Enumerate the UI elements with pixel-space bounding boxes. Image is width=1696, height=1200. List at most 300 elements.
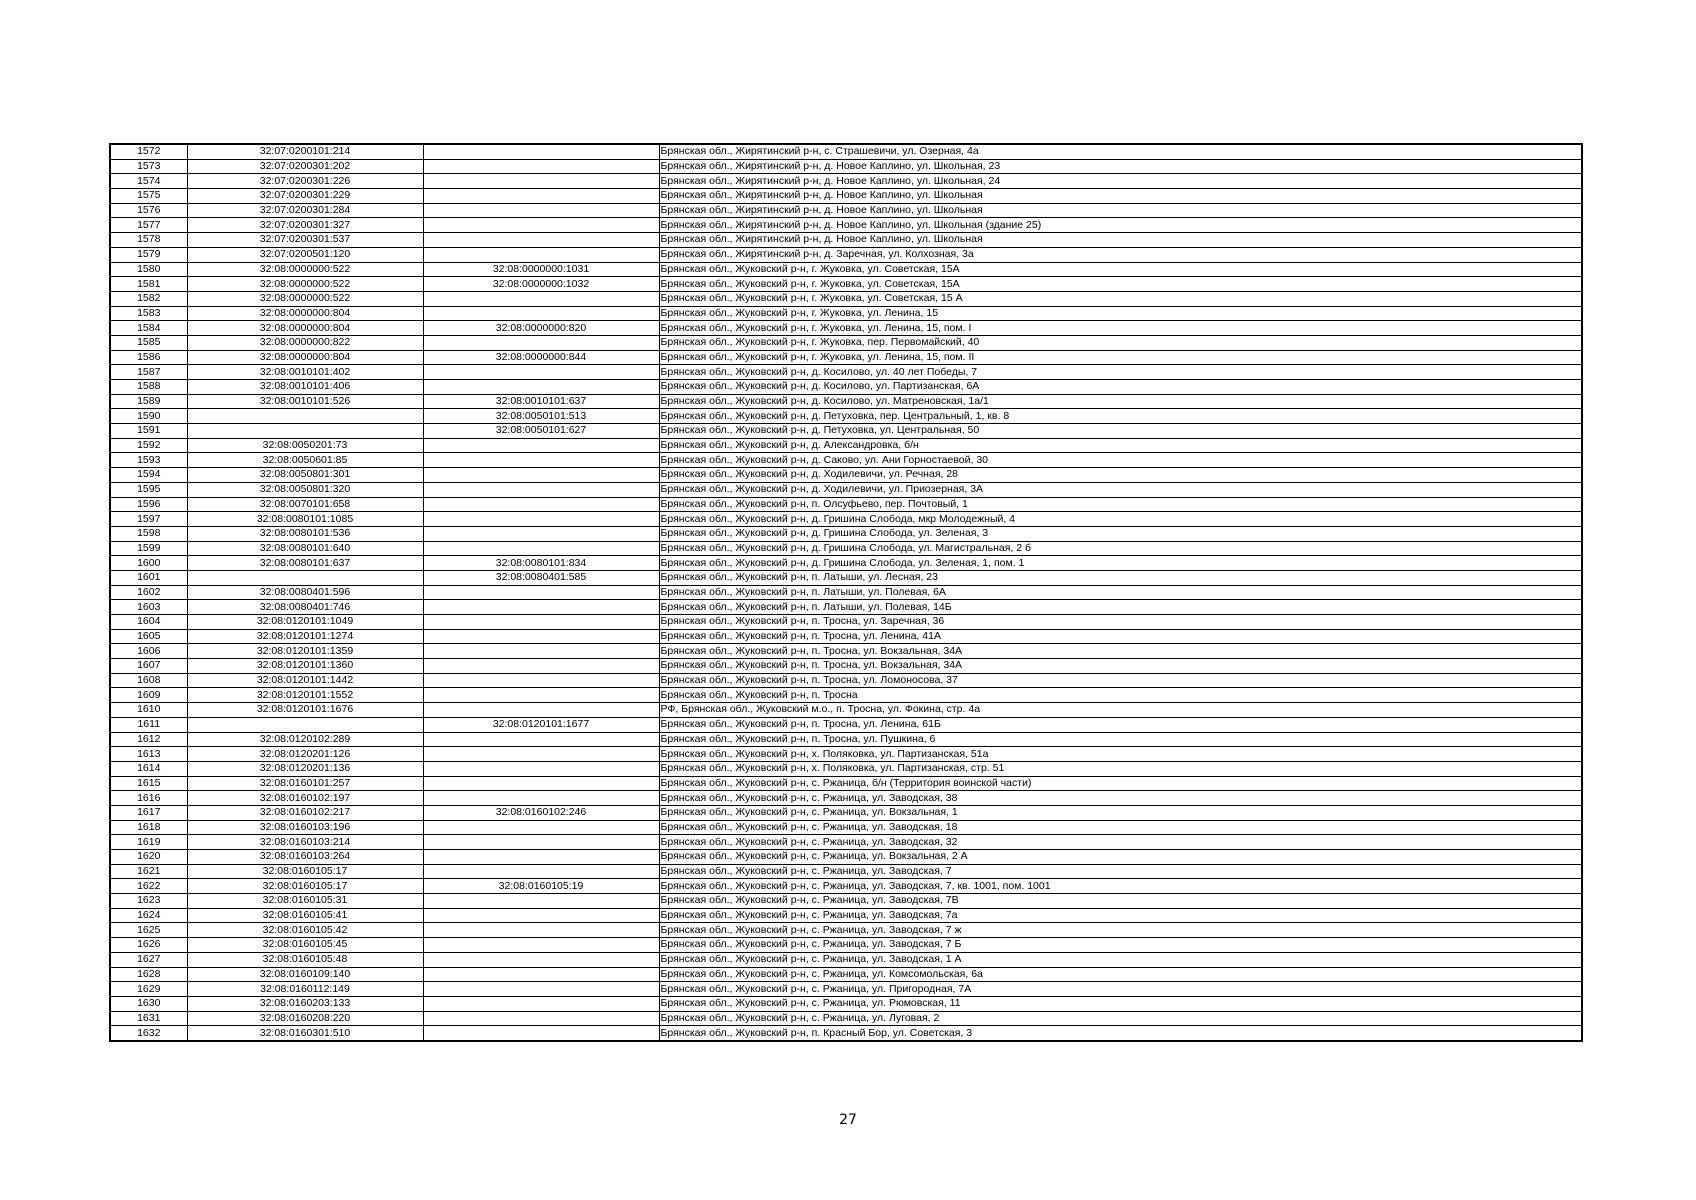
table-row [110, 453, 1582, 468]
table-row [110, 203, 1582, 218]
related-cadastral-number-cell [423, 776, 659, 791]
address-cell: Брянская обл., Жуковский р-н, г. Жуковка, ул. Ленина, 15 [659, 306, 1582, 321]
table-row [110, 262, 1582, 277]
row-number-cell: 1616 [110, 791, 187, 806]
related-cadastral-number-cell [423, 908, 659, 923]
table-row [110, 776, 1582, 791]
related-cadastral-number-cell [423, 659, 659, 674]
cadastral-number-cell: 32:08:0080101:637 [187, 556, 423, 571]
related-cadastral-number-cell [423, 189, 659, 204]
related-cadastral-number-cell [423, 497, 659, 512]
row-number-cell: 1599 [110, 541, 187, 556]
table-row [110, 409, 1582, 424]
row-number-cell: 1606 [110, 644, 187, 659]
address-cell: Брянская обл., Жуковский р-н, д. Косилово, ул. 40 лет Победы, 7 [659, 365, 1582, 380]
cadastral-number-cell: 32:07:0200301:226 [187, 174, 423, 189]
cadastral-number-cell: 32:08:0120201:126 [187, 747, 423, 762]
related-cadastral-number-cell [423, 438, 659, 453]
related-cadastral-number-cell: 32:08:0120101:1677 [423, 717, 659, 732]
related-cadastral-number-cell: 32:08:0000000:844 [423, 350, 659, 365]
cadastral-number-cell: 32:08:0160105:42 [187, 923, 423, 938]
row-number-cell: 1623 [110, 894, 187, 909]
address-cell: Брянская обл., Жуковский р-н, д. Гришина Слобода, ул. Зеленая, 1, пом. 1 [659, 556, 1582, 571]
cadastral-number-cell: 32:08:0120101:1274 [187, 629, 423, 644]
row-number-cell: 1596 [110, 497, 187, 512]
table-row [110, 306, 1582, 321]
row-number-cell: 1584 [110, 321, 187, 336]
related-cadastral-number-cell [423, 820, 659, 835]
row-number-cell: 1629 [110, 982, 187, 997]
related-cadastral-number-cell [423, 688, 659, 703]
table-row [110, 335, 1582, 350]
cadastral-number-cell: 32:08:0120201:136 [187, 761, 423, 776]
related-cadastral-number-cell [423, 468, 659, 483]
address-cell: Брянская обл., Жирятинский р-н, д. Заречная, ул. Колхозная, 3а [659, 247, 1582, 262]
address-cell: Брянская обл., Жуковский р-н, п. Тросна [659, 688, 1582, 703]
row-number-cell: 1595 [110, 482, 187, 497]
row-number-cell: 1610 [110, 703, 187, 718]
table-row [110, 482, 1582, 497]
table-row [110, 835, 1582, 850]
cadastral-number-cell: 32:08:0160102:197 [187, 791, 423, 806]
address-cell: Брянская обл., Жуковский р-н, п. Олсуфьево, пер. Почтовый, 1 [659, 497, 1582, 512]
address-cell: Брянская обл., Жуковский р-н, г. Жуковка, пер. Первомайский, 40 [659, 335, 1582, 350]
address-cell: Брянская обл., Жуковский р-н, с. Ржаница, ул. Заводская, 7 ж [659, 923, 1582, 938]
related-cadastral-number-cell: 32:08:0160105:19 [423, 879, 659, 894]
address-cell: Брянская обл., Жуковский р-н, х. Поляковка, ул. Партизанская, стр. 51 [659, 761, 1582, 776]
cadastral-number-cell: 32:07:0200301:202 [187, 159, 423, 174]
cadastral-number-cell: 32:08:0050801:301 [187, 468, 423, 483]
related-cadastral-number-cell: 32:08:0000000:820 [423, 321, 659, 336]
row-number-cell: 1591 [110, 424, 187, 439]
cadastral-number-cell: 32:08:0080401:596 [187, 585, 423, 600]
row-number-cell: 1597 [110, 512, 187, 527]
row-number-cell: 1628 [110, 967, 187, 982]
row-number-cell: 1618 [110, 820, 187, 835]
cadastral-number-cell: 32:08:0160105:17 [187, 879, 423, 894]
related-cadastral-number-cell [423, 335, 659, 350]
related-cadastral-number-cell [423, 747, 659, 762]
address-cell: Брянская обл., Жуковский р-н, г. Жуковка, ул. Советская, 15А [659, 262, 1582, 277]
related-cadastral-number-cell [423, 864, 659, 879]
cadastral-number-cell: 32:08:0120101:1359 [187, 644, 423, 659]
related-cadastral-number-cell [423, 791, 659, 806]
table-row [110, 820, 1582, 835]
related-cadastral-number-cell [423, 673, 659, 688]
table-row [110, 1026, 1582, 1041]
address-cell: Брянская обл., Жуковский р-н, п. Тросна, ул. Ленина, 41А [659, 629, 1582, 644]
related-cadastral-number-cell [423, 835, 659, 850]
table-row [110, 805, 1582, 820]
table-row [110, 497, 1582, 512]
cadastral-number-cell: 32:08:0160101:257 [187, 776, 423, 791]
row-number-cell: 1605 [110, 629, 187, 644]
row-number-cell: 1578 [110, 233, 187, 248]
cadastral-number-cell: 32:08:0050801:320 [187, 482, 423, 497]
row-number-cell: 1624 [110, 908, 187, 923]
cadastral-number-cell: 32:07:0200301:229 [187, 189, 423, 204]
address-cell: Брянская обл., Жуковский р-н, п. Тросна, ул. Заречная, 36 [659, 615, 1582, 630]
cadastral-number-cell: 32:08:0000000:522 [187, 291, 423, 306]
related-cadastral-number-cell [423, 174, 659, 189]
related-cadastral-number-cell [423, 850, 659, 865]
row-number-cell: 1585 [110, 335, 187, 350]
address-cell: Брянская обл., Жуковский р-н, с. Ржаница, ул. Пригородная, 7А [659, 982, 1582, 997]
address-cell: Брянская обл., Жуковский р-н, с. Ржаница, ул. Заводская, 18 [659, 820, 1582, 835]
cadastral-number-cell: 32:08:0050201:73 [187, 438, 423, 453]
row-number-cell: 1608 [110, 673, 187, 688]
cadastral-number-cell: 32:08:0160102:217 [187, 805, 423, 820]
row-number-cell: 1588 [110, 380, 187, 395]
row-number-cell: 1632 [110, 1026, 187, 1041]
related-cadastral-number-cell [423, 615, 659, 630]
row-number-cell: 1579 [110, 247, 187, 262]
cadastral-number-cell: 32:08:0000000:522 [187, 262, 423, 277]
table-row [110, 982, 1582, 997]
cadastral-number-cell: 32:08:0120101:1676 [187, 703, 423, 718]
row-number-cell: 1603 [110, 600, 187, 615]
address-cell: Брянская обл., Жуковский р-н, г. Жуковка, ул. Ленина, 15, пом. II [659, 350, 1582, 365]
row-number-cell: 1587 [110, 365, 187, 380]
related-cadastral-number-cell [423, 585, 659, 600]
table-row [110, 247, 1582, 262]
cadastral-number-cell [187, 409, 423, 424]
row-number-cell: 1576 [110, 203, 187, 218]
related-cadastral-number-cell [423, 703, 659, 718]
address-cell: Брянская обл., Жуковский р-н, с. Ржаница, ул. Вокзальная, 2 А [659, 850, 1582, 865]
cadastral-number-cell: 32:08:0080401:746 [187, 600, 423, 615]
cadastral-number-cell: 32:08:0050601:85 [187, 453, 423, 468]
table-row [110, 233, 1582, 248]
related-cadastral-number-cell [423, 482, 659, 497]
related-cadastral-number-cell [423, 967, 659, 982]
related-cadastral-number-cell: 32:08:0000000:1031 [423, 262, 659, 277]
row-number-cell: 1573 [110, 159, 187, 174]
cadastral-number-cell: 32:07:0200101:214 [187, 144, 423, 159]
table-row [110, 732, 1582, 747]
table-row [110, 688, 1582, 703]
row-number-cell: 1600 [110, 556, 187, 571]
address-cell: Брянская обл., Жуковский р-н, д. Косилово, ул. Партизанская, 6А [659, 380, 1582, 395]
cadastral-number-cell: 32:08:0120102:289 [187, 732, 423, 747]
address-cell: Брянская обл., Жирятинский р-н, д. Новое Каплино, ул. Школьная [659, 189, 1582, 204]
row-number-cell: 1586 [110, 350, 187, 365]
row-number-cell: 1577 [110, 218, 187, 233]
related-cadastral-number-cell: 32:08:0160102:246 [423, 805, 659, 820]
row-number-cell: 1604 [110, 615, 187, 630]
address-cell: Брянская обл., Жуковский р-н, п. Тросна, ул. Вокзальная, 34А [659, 644, 1582, 659]
address-cell: Брянская обл., Жуковский р-н, с. Ржаница, ул. Комсомольская, 6а [659, 967, 1582, 982]
row-number-cell: 1572 [110, 144, 187, 159]
related-cadastral-number-cell: 32:08:0080101:834 [423, 556, 659, 571]
cadastral-number-cell: 32:08:0120101:1360 [187, 659, 423, 674]
table-row [110, 908, 1582, 923]
address-cell: Брянская обл., Жуковский р-н, с. Ржаница, ул. Луговая, 2 [659, 1011, 1582, 1026]
address-cell: Брянская обл., Жуковский р-н, д. Петуховка, пер. Центральный, 1, кв. 8 [659, 409, 1582, 424]
related-cadastral-number-cell [423, 996, 659, 1011]
address-cell: Брянская обл., Жирятинский р-н, д. Новое Каплино, ул. Школьная, 24 [659, 174, 1582, 189]
table-row [110, 512, 1582, 527]
cadastral-number-cell: 32:08:0010101:402 [187, 365, 423, 380]
table-row [110, 277, 1582, 292]
table-row [110, 291, 1582, 306]
cadastral-number-cell: 32:08:0160105:48 [187, 952, 423, 967]
related-cadastral-number-cell [423, 629, 659, 644]
table-row [110, 350, 1582, 365]
address-cell: Брянская обл., Жуковский р-н, д. Гришина Слобода, ул. Зеленая, 3 [659, 526, 1582, 541]
row-number-cell: 1631 [110, 1011, 187, 1026]
table-row [110, 394, 1582, 409]
related-cadastral-number-cell [423, 541, 659, 556]
related-cadastral-number-cell: 32:08:0000000:1032 [423, 277, 659, 292]
row-number-cell: 1622 [110, 879, 187, 894]
row-number-cell: 1589 [110, 394, 187, 409]
address-cell: Брянская обл., Жуковский р-н, с. Ржаница, ул. Заводская, 7 [659, 864, 1582, 879]
address-cell: Брянская обл., Жуковский р-н, г. Жуковка, ул. Советская, 15 А [659, 291, 1582, 306]
table-row [110, 159, 1582, 174]
table-row [110, 894, 1582, 909]
table-row [110, 673, 1582, 688]
row-number-cell: 1593 [110, 453, 187, 468]
row-number-cell: 1613 [110, 747, 187, 762]
cadastral-number-cell: 32:08:0010101:406 [187, 380, 423, 395]
table-row [110, 189, 1582, 204]
property-table-body [110, 144, 1582, 1041]
address-cell: Брянская обл., Жуковский р-н, с. Ржаница, ул. Заводская, 7а [659, 908, 1582, 923]
address-cell: Брянская обл., Жирятинский р-н, д. Новое Каплино, ул. Школьная, 23 [659, 159, 1582, 174]
cadastral-number-cell: 32:08:0160112:149 [187, 982, 423, 997]
cadastral-number-cell [187, 570, 423, 585]
row-number-cell: 1574 [110, 174, 187, 189]
address-cell: Брянская обл., Жуковский р-н, п. Латыши, ул. Лесная, 23 [659, 570, 1582, 585]
cadastral-number-cell: 32:08:0120101:1049 [187, 615, 423, 630]
related-cadastral-number-cell: 32:08:0050101:627 [423, 424, 659, 439]
cadastral-number-cell: 32:08:0000000:804 [187, 350, 423, 365]
table-row [110, 218, 1582, 233]
address-cell: Брянская обл., Жуковский р-н, д. Саково, ул. Ани Горностаевой, 30 [659, 453, 1582, 468]
table-row [110, 996, 1582, 1011]
table-row [110, 541, 1582, 556]
row-number-cell: 1619 [110, 835, 187, 850]
table-row [110, 615, 1582, 630]
table-row [110, 923, 1582, 938]
address-cell: Брянская обл., Жуковский р-н, д. Ходилевичи, ул. Приозерная, 3А [659, 482, 1582, 497]
table-row [110, 747, 1582, 762]
cadastral-number-cell: 32:08:0160103:264 [187, 850, 423, 865]
related-cadastral-number-cell [423, 159, 659, 174]
table-row [110, 938, 1582, 953]
related-cadastral-number-cell [423, 938, 659, 953]
address-cell: Брянская обл., Жирятинский р-н, д. Новое Каплино, ул. Школьная [659, 233, 1582, 248]
row-number-cell: 1601 [110, 570, 187, 585]
address-cell: Брянская обл., Жуковский р-н, п. Латыши, ул. Полевая, 6А [659, 585, 1582, 600]
row-number-cell: 1592 [110, 438, 187, 453]
address-cell: Брянская обл., Жуковский р-н, с. Ржаница, ул. Заводская, 7 Б [659, 938, 1582, 953]
related-cadastral-number-cell [423, 1026, 659, 1041]
related-cadastral-number-cell [423, 761, 659, 776]
cadastral-number-cell: 32:08:0120101:1442 [187, 673, 423, 688]
address-cell: Брянская обл., Жуковский р-н, с. Ржаница, б/н (Территория воинской части) [659, 776, 1582, 791]
row-number-cell: 1626 [110, 938, 187, 953]
cadastral-number-cell: 32:08:0080101:640 [187, 541, 423, 556]
address-cell: Брянская обл., Жуковский р-н, п. Тросна, ул. Ленина, 61Б [659, 717, 1582, 732]
row-number-cell: 1621 [110, 864, 187, 879]
table-row [110, 365, 1582, 380]
related-cadastral-number-cell [423, 982, 659, 997]
related-cadastral-number-cell [423, 512, 659, 527]
cadastral-number-cell: 32:08:0160105:45 [187, 938, 423, 953]
row-number-cell: 1583 [110, 306, 187, 321]
table-row [110, 629, 1582, 644]
page-number: 27 [839, 1112, 857, 1128]
cadastral-number-cell: 32:08:0070101:658 [187, 497, 423, 512]
row-number-cell: 1575 [110, 189, 187, 204]
address-cell: РФ, Брянская обл., Жуковский м.о., п. Тросна, ул. Фокина, стр. 4а [659, 703, 1582, 718]
row-number-cell: 1607 [110, 659, 187, 674]
address-cell: Брянская обл., Жуковский р-н, д. Ходилевичи, ул. Речная, 28 [659, 468, 1582, 483]
cadastral-number-cell: 32:08:0160203:133 [187, 996, 423, 1011]
property-table [109, 143, 1583, 1042]
address-cell: Брянская обл., Жуковский р-н, с. Ржаница, ул. Заводская, 7В [659, 894, 1582, 909]
table-row [110, 174, 1582, 189]
table-row [110, 144, 1582, 159]
row-number-cell: 1620 [110, 850, 187, 865]
row-number-cell: 1581 [110, 277, 187, 292]
cadastral-number-cell: 32:08:0160105:41 [187, 908, 423, 923]
address-cell: Брянская обл., Жуковский р-н, д. Петуховка, ул. Центральная, 50 [659, 424, 1582, 439]
related-cadastral-number-cell [423, 1011, 659, 1026]
related-cadastral-number-cell [423, 453, 659, 468]
cadastral-number-cell: 32:08:0160105:31 [187, 894, 423, 909]
related-cadastral-number-cell [423, 247, 659, 262]
row-number-cell: 1594 [110, 468, 187, 483]
row-number-cell: 1612 [110, 732, 187, 747]
related-cadastral-number-cell [423, 233, 659, 248]
related-cadastral-number-cell [423, 144, 659, 159]
address-cell: Брянская обл., Жирятинский р-н, с. Страшевичи, ул. Озерная, 4а [659, 144, 1582, 159]
related-cadastral-number-cell [423, 291, 659, 306]
row-number-cell: 1630 [110, 996, 187, 1011]
cadastral-number-cell [187, 424, 423, 439]
related-cadastral-number-cell: 32:08:0050101:513 [423, 409, 659, 424]
related-cadastral-number-cell [423, 526, 659, 541]
table-row [110, 644, 1582, 659]
row-number-cell: 1614 [110, 761, 187, 776]
table-row [110, 703, 1582, 718]
address-cell: Брянская обл., Жуковский р-н, с. Ржаница, ул. Заводская, 7, кв. 1001, пом. 1001 [659, 879, 1582, 894]
related-cadastral-number-cell [423, 306, 659, 321]
related-cadastral-number-cell [423, 732, 659, 747]
cadastral-number-cell: 32:08:0000000:804 [187, 306, 423, 321]
table-row [110, 468, 1582, 483]
table-row [110, 761, 1582, 776]
related-cadastral-number-cell [423, 600, 659, 615]
cadastral-number-cell: 32:08:0080101:536 [187, 526, 423, 541]
table-row [110, 879, 1582, 894]
row-number-cell: 1611 [110, 717, 187, 732]
related-cadastral-number-cell [423, 218, 659, 233]
cadastral-number-cell: 32:08:0000000:804 [187, 321, 423, 336]
row-number-cell: 1617 [110, 805, 187, 820]
address-cell: Брянская обл., Жуковский р-н, с. Ржаница, ул. Вокзальная, 1 [659, 805, 1582, 820]
table-row [110, 659, 1582, 674]
address-cell: Брянская обл., Жуковский р-н, д. Косилово, ул. Матреновская, 1а/1 [659, 394, 1582, 409]
row-number-cell: 1580 [110, 262, 187, 277]
related-cadastral-number-cell [423, 380, 659, 395]
related-cadastral-number-cell: 32:08:0010101:637 [423, 394, 659, 409]
address-cell: Брянская обл., Жуковский р-н, г. Жуковка, ул. Советская, 15А [659, 277, 1582, 292]
cadastral-number-cell: 32:08:0160301:510 [187, 1026, 423, 1041]
table-row [110, 380, 1582, 395]
row-number-cell: 1615 [110, 776, 187, 791]
table-row [110, 952, 1582, 967]
row-number-cell: 1582 [110, 291, 187, 306]
table-row [110, 967, 1582, 982]
cadastral-number-cell: 32:08:0000000:522 [187, 277, 423, 292]
cadastral-number-cell: 32:07:0200301:327 [187, 218, 423, 233]
related-cadastral-number-cell [423, 894, 659, 909]
row-number-cell: 1590 [110, 409, 187, 424]
table-row [110, 424, 1582, 439]
related-cadastral-number-cell [423, 644, 659, 659]
row-number-cell: 1609 [110, 688, 187, 703]
table-row [110, 791, 1582, 806]
cadastral-number-cell: 32:08:0160103:214 [187, 835, 423, 850]
row-number-cell: 1627 [110, 952, 187, 967]
table-row [110, 570, 1582, 585]
address-cell: Брянская обл., Жуковский р-н, х. Поляковка, ул. Партизанская, 51а [659, 747, 1582, 762]
cadastral-number-cell: 32:08:0080101:1085 [187, 512, 423, 527]
cadastral-number-cell: 32:08:0160208:220 [187, 1011, 423, 1026]
cadastral-number-cell: 32:08:0160103:196 [187, 820, 423, 835]
address-cell: Брянская обл., Жуковский р-н, п. Красный Бор, ул. Советская, 3 [659, 1026, 1582, 1041]
address-cell: Брянская обл., Жуковский р-н, с. Ржаница, ул. Рюмовская, 11 [659, 996, 1582, 1011]
address-cell: Брянская обл., Жуковский р-н, д. Гришина Слобода, ул. Магистральная, 2 б [659, 541, 1582, 556]
address-cell: Брянская обл., Жуковский р-н, п. Латыши, ул. Полевая, 14Б [659, 600, 1582, 615]
table-row [110, 585, 1582, 600]
row-number-cell: 1625 [110, 923, 187, 938]
cadastral-number-cell [187, 717, 423, 732]
cadastral-number-cell: 32:08:0160105:17 [187, 864, 423, 879]
address-cell: Брянская обл., Жуковский р-н, с. Ржаница, ул. Заводская, 1 А [659, 952, 1582, 967]
table-row [110, 850, 1582, 865]
address-cell: Брянская обл., Жуковский р-н, п. Тросна, ул. Пушкина, 6 [659, 732, 1582, 747]
table-row [110, 1011, 1582, 1026]
address-cell: Брянская обл., Жуковский р-н, с. Ржаница, ул. Заводская, 38 [659, 791, 1582, 806]
address-cell: Брянская обл., Жуковский р-н, д. Александровка, б/н [659, 438, 1582, 453]
table-row [110, 438, 1582, 453]
related-cadastral-number-cell [423, 203, 659, 218]
cadastral-number-cell: 32:07:0200301:537 [187, 233, 423, 248]
address-cell: Брянская обл., Жуковский р-н, п. Тросна, ул. Вокзальная, 34А [659, 659, 1582, 674]
related-cadastral-number-cell [423, 365, 659, 380]
related-cadastral-number-cell: 32:08:0080401:585 [423, 570, 659, 585]
cadastral-number-cell: 32:08:0160109:140 [187, 967, 423, 982]
cadastral-number-cell: 32:07:0200501:120 [187, 247, 423, 262]
address-cell: Брянская обл., Жуковский р-н, п. Тросна, ул. Ломоносова, 37 [659, 673, 1582, 688]
cadastral-number-cell: 32:08:0010101:526 [187, 394, 423, 409]
address-cell: Брянская обл., Жуковский р-н, г. Жуковка, ул. Ленина, 15, пом. I [659, 321, 1582, 336]
cadastral-number-cell: 32:07:0200301:284 [187, 203, 423, 218]
address-cell: Брянская обл., Жуковский р-н, д. Гришина Слобода, мкр Молодежный, 4 [659, 512, 1582, 527]
cadastral-number-cell: 32:08:0120101:1552 [187, 688, 423, 703]
table-row [110, 717, 1582, 732]
table-row [110, 864, 1582, 879]
address-cell: Брянская обл., Жуковский р-н, с. Ржаница, ул. Заводская, 32 [659, 835, 1582, 850]
table-row [110, 321, 1582, 336]
related-cadastral-number-cell [423, 923, 659, 938]
cadastral-number-cell: 32:08:0000000:822 [187, 335, 423, 350]
